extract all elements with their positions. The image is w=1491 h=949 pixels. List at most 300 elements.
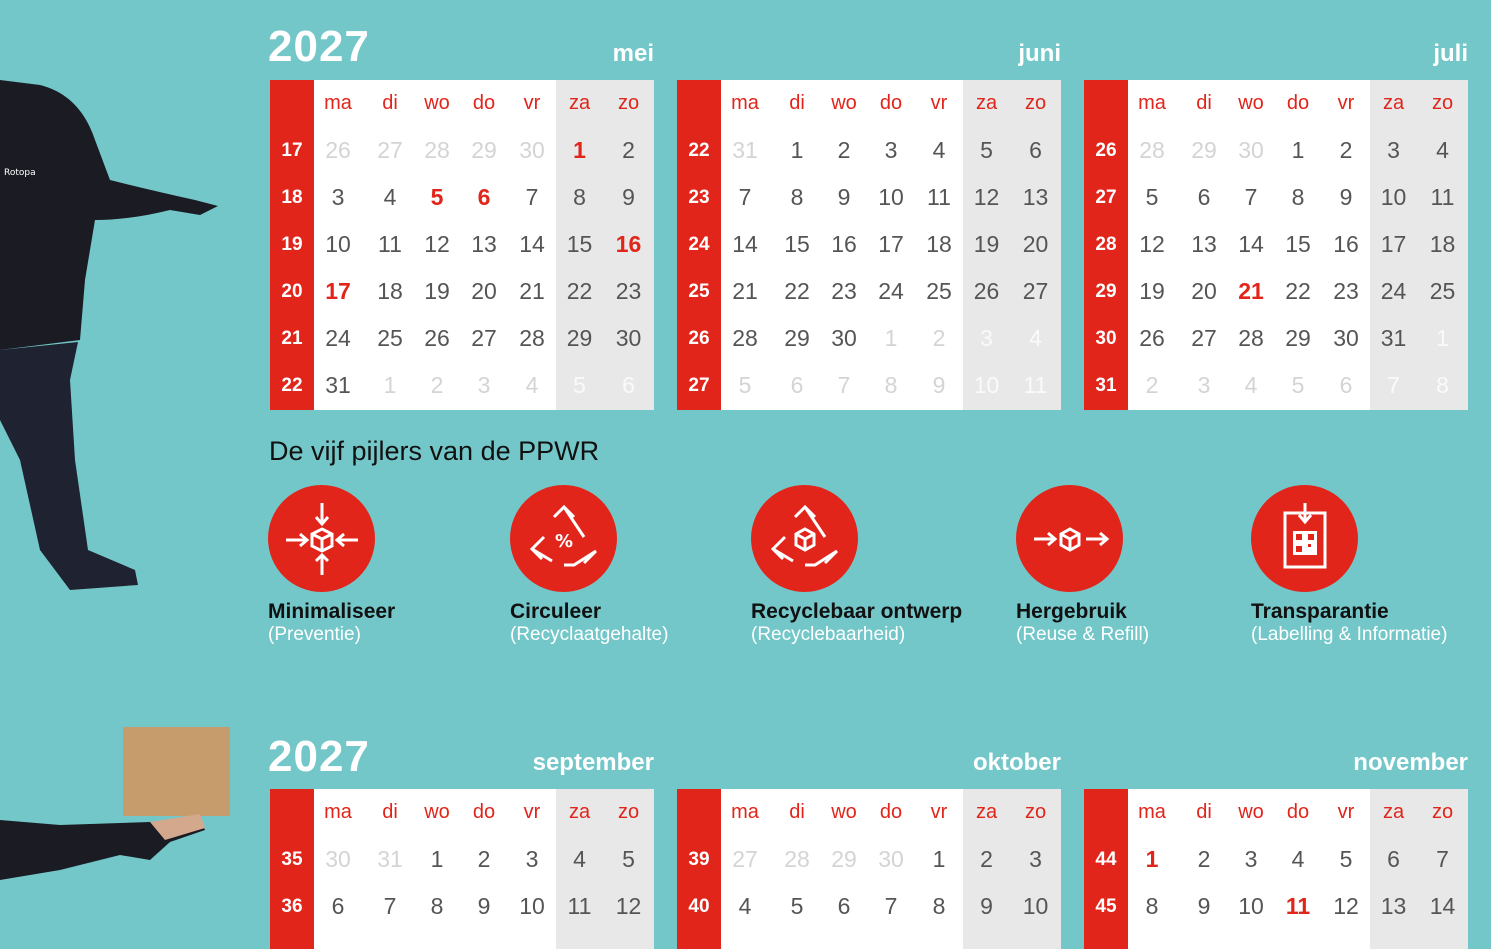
day-cell: 6	[1387, 846, 1400, 872]
day-cell: 29	[831, 846, 857, 872]
weekday-header: ma	[731, 801, 759, 823]
day-cell: 5	[738, 372, 752, 398]
day-cell: 12	[973, 184, 1000, 210]
week-row	[270, 221, 654, 268]
weekday-header: do	[879, 801, 903, 823]
day-cell: 23	[831, 278, 857, 304]
day-cell: 7	[1244, 184, 1258, 210]
day-cell: 28	[1139, 137, 1165, 163]
week-number: 25	[688, 281, 710, 302]
week-number: 30	[1095, 328, 1117, 349]
day-cell: 30	[519, 137, 545, 163]
weekday-header: vr	[523, 92, 541, 114]
day-cell: 2	[622, 137, 635, 163]
day-cell: 5	[1339, 846, 1353, 872]
weekday-header: do	[472, 92, 496, 114]
year-heading-bottom: 2027	[268, 732, 370, 781]
day-cell: 30	[325, 846, 351, 872]
day-cell: 11	[567, 893, 592, 919]
week-row	[1084, 315, 1468, 362]
week-number: 29	[1095, 281, 1117, 302]
day-cell: 1	[884, 325, 898, 351]
holiday-day-cell: 21	[1238, 278, 1264, 304]
day-cell: 10	[878, 184, 904, 210]
week-row	[270, 362, 654, 409]
week-number: 20	[281, 281, 303, 302]
day-cell: 3	[525, 846, 539, 872]
day-cell: 25	[1429, 278, 1456, 304]
day-cell: 10	[1380, 184, 1407, 210]
day-cell: 1	[430, 846, 444, 872]
weekday-header: vr	[1337, 801, 1355, 823]
day-cell: 6	[1197, 184, 1211, 210]
weekday-header: vr	[523, 801, 541, 823]
week-number: 31	[1095, 375, 1117, 396]
weekday-header: za	[1382, 92, 1405, 114]
weekday-header-row	[1084, 789, 1468, 836]
day-cell: 11	[378, 231, 402, 257]
day-cell: 19	[424, 278, 450, 304]
calendar-september	[270, 789, 654, 949]
weekday-header: ma	[1138, 801, 1166, 823]
week-number: 18	[281, 187, 303, 208]
week-number: 22	[688, 140, 710, 161]
day-cell: 7	[837, 372, 851, 398]
day-cell: 18	[926, 231, 952, 257]
day-cell: 21	[732, 278, 758, 304]
pillar-subtitle: (Reuse & Refill)	[1016, 624, 1150, 645]
day-cell: 9	[622, 184, 635, 210]
weekday-header: di	[789, 92, 805, 114]
day-cell: 9	[477, 893, 491, 919]
weekday-header: wo	[1238, 801, 1264, 823]
weekday-header: za	[975, 801, 998, 823]
day-cell: 14	[519, 231, 545, 257]
weekday-header: zo	[617, 801, 640, 823]
month-name-september: september	[532, 749, 654, 776]
pillar-name: Circuleer	[510, 600, 602, 623]
weekday-header: zo	[1431, 92, 1454, 114]
day-cell: 14	[1429, 893, 1456, 919]
weekday-header: di	[1196, 92, 1212, 114]
day-cell: 2	[837, 137, 851, 163]
day-cell: 29	[1285, 325, 1311, 351]
weekday-header: wo	[1238, 92, 1264, 114]
day-cell: 7	[884, 893, 898, 919]
qr-label-icon	[1251, 485, 1358, 592]
day-cell: 8	[1291, 184, 1305, 210]
weekday-header: zo	[617, 92, 640, 114]
day-cell: 1	[383, 372, 397, 398]
weekday-header-row	[1084, 80, 1468, 127]
day-cell: 13	[1191, 231, 1217, 257]
holiday-day-cell: 1	[573, 137, 586, 163]
weekday-header: di	[382, 92, 398, 114]
day-cell: 26	[1139, 325, 1165, 351]
day-cell: 3	[1197, 372, 1211, 398]
week-number: 23	[688, 187, 710, 208]
day-cell: 10	[973, 372, 1000, 398]
day-cell: 10	[1022, 893, 1049, 919]
pillar-name: Recyclebaar ontwerp	[751, 600, 963, 623]
month-name-oktober: oktober	[972, 749, 1061, 776]
day-cell: 3	[1244, 846, 1258, 872]
day-cell: 14	[1238, 231, 1264, 257]
weekday-header: za	[1382, 801, 1405, 823]
day-cell: 16	[831, 231, 857, 257]
weekday-header-row	[677, 789, 1061, 836]
weekday-header: di	[1196, 801, 1212, 823]
pillar-subtitle: (Preventie)	[268, 624, 361, 645]
day-cell: 29	[471, 137, 497, 163]
day-cell: 6	[622, 372, 635, 398]
day-cell: 8	[790, 184, 804, 210]
day-cell: 14	[732, 231, 758, 257]
week-number: 27	[688, 375, 710, 396]
week-number: 36	[281, 896, 303, 917]
person-pointing-illustration	[0, 80, 240, 600]
week-row	[1084, 268, 1468, 315]
weekday-header: do	[879, 92, 903, 114]
day-cell: 8	[932, 893, 946, 919]
week-number: 17	[281, 140, 303, 161]
day-cell: 26	[973, 278, 1000, 304]
day-cell: 5	[1145, 184, 1159, 210]
day-cell: 8	[884, 372, 898, 398]
weekday-header: wo	[831, 92, 857, 114]
day-cell: 8	[1145, 893, 1159, 919]
day-cell: 29	[1191, 137, 1217, 163]
week-number: 35	[281, 849, 303, 870]
day-cell: 16	[1333, 231, 1359, 257]
day-cell: 18	[1429, 231, 1456, 257]
week-row	[1084, 174, 1468, 221]
day-cell: 25	[926, 278, 952, 304]
day-cell: 11	[1430, 184, 1455, 210]
pillar-circuleer	[510, 485, 750, 646]
week-row	[677, 174, 1061, 221]
week-row	[1084, 836, 1468, 883]
day-cell: 4	[738, 893, 752, 919]
week-number: 28	[1095, 234, 1117, 255]
day-cell: 23	[615, 278, 642, 304]
calendar-juni	[677, 80, 1061, 410]
day-cell: 9	[932, 372, 946, 398]
day-cell: 1	[1436, 325, 1449, 351]
weekday-header-row	[270, 80, 654, 127]
weekday-header: do	[472, 801, 496, 823]
day-cell: 6	[790, 372, 804, 398]
day-cell: 27	[1191, 325, 1217, 351]
weekday-header: do	[1286, 801, 1310, 823]
day-cell: 25	[377, 325, 403, 351]
week-row	[270, 883, 654, 930]
holiday-day-cell: 5	[430, 184, 444, 210]
weekday-header: ma	[731, 92, 759, 114]
weekday-header: ma	[1138, 92, 1166, 114]
day-cell: 2	[430, 372, 444, 398]
pillar-name: Minimaliseer	[268, 600, 396, 623]
day-cell: 31	[1380, 325, 1407, 351]
day-cell: 28	[424, 137, 450, 163]
day-cell: 2	[980, 846, 993, 872]
day-cell: 20	[1022, 231, 1049, 257]
day-cell: 27	[377, 137, 403, 163]
year-heading-top: 2027	[268, 22, 370, 71]
day-cell: 1	[790, 137, 804, 163]
holiday-day-cell: 1	[1145, 846, 1159, 872]
weekday-header: wo	[424, 92, 450, 114]
recycle-box-icon	[751, 485, 858, 592]
day-cell: 19	[1139, 278, 1165, 304]
day-cell: 13	[1022, 184, 1049, 210]
weekday-header: vr	[930, 801, 948, 823]
day-cell: 27	[732, 846, 758, 872]
day-cell: 2	[932, 325, 946, 351]
day-cell: 5	[573, 372, 586, 398]
week-row	[270, 315, 654, 362]
day-cell: 7	[383, 893, 397, 919]
day-cell: 31	[377, 846, 403, 872]
day-cell: 3	[331, 184, 345, 210]
day-cell: 30	[615, 325, 642, 351]
weekday-header: zo	[1024, 801, 1047, 823]
person-holding-box-illustration	[0, 800, 210, 925]
day-cell: 5	[622, 846, 635, 872]
day-cell: 4	[1291, 846, 1305, 872]
day-cell: 4	[383, 184, 397, 210]
day-cell: 30	[831, 325, 857, 351]
day-cell: 21	[519, 278, 545, 304]
week-number: 44	[1095, 849, 1117, 870]
holiday-day-cell: 6	[477, 184, 491, 210]
day-cell: 2	[1145, 372, 1159, 398]
day-cell: 19	[973, 231, 1000, 257]
weekday-header: vr	[930, 92, 948, 114]
weekday-header: ma	[324, 801, 352, 823]
day-cell: 22	[784, 278, 810, 304]
day-cell: 30	[1238, 137, 1264, 163]
day-cell: 8	[573, 184, 586, 210]
day-cell: 17	[878, 231, 904, 257]
week-number: 40	[688, 896, 710, 917]
day-cell: 4	[932, 137, 946, 163]
day-cell: 6	[1029, 137, 1042, 163]
weekday-header: za	[568, 92, 591, 114]
week-number: 21	[281, 328, 303, 349]
day-cell: 22	[1285, 278, 1311, 304]
day-cell: 29	[566, 325, 593, 351]
day-cell: 22	[566, 278, 593, 304]
week-number: 27	[1095, 187, 1117, 208]
day-cell: 27	[1022, 278, 1049, 304]
day-cell: 29	[784, 325, 810, 351]
day-cell: 28	[1238, 325, 1264, 351]
day-cell: 24	[325, 325, 351, 351]
weekday-header-row	[677, 80, 1061, 127]
day-cell: 23	[1333, 278, 1359, 304]
day-cell: 6	[837, 893, 851, 919]
day-cell: 9	[1339, 184, 1353, 210]
day-cell: 3	[1387, 137, 1400, 163]
day-cell: 1	[1291, 137, 1305, 163]
day-cell: 3	[884, 137, 898, 163]
day-cell: 7	[1387, 372, 1400, 398]
day-cell: 4	[573, 846, 586, 872]
day-cell: 10	[325, 231, 351, 257]
pillar-recyclebaar-ontwerp	[751, 485, 991, 646]
day-cell: 11	[927, 184, 951, 210]
day-cell: 3	[980, 325, 993, 351]
weekday-header: di	[382, 801, 398, 823]
day-cell: 20	[1191, 278, 1217, 304]
week-row	[270, 268, 654, 315]
week-row	[677, 315, 1061, 362]
day-cell: 28	[519, 325, 545, 351]
svg-text:%: %	[554, 530, 573, 552]
holiday-day-cell: 16	[615, 231, 642, 257]
day-cell: 20	[471, 278, 497, 304]
day-cell: 9	[1197, 893, 1211, 919]
day-cell: 1	[932, 846, 946, 872]
week-row	[270, 127, 654, 174]
weekday-header-row	[270, 789, 654, 836]
week-number: 22	[281, 375, 303, 396]
pillar-minimaliseer	[268, 485, 508, 646]
day-cell: 26	[424, 325, 450, 351]
week-row	[677, 883, 1061, 930]
shirt-logo-text: Rotopa	[4, 168, 36, 178]
week-row	[1084, 221, 1468, 268]
week-row	[1084, 362, 1468, 409]
day-cell: 31	[325, 372, 351, 398]
day-cell: 12	[615, 893, 642, 919]
month-name-juni: juni	[1018, 40, 1061, 67]
day-cell: 12	[1139, 231, 1165, 257]
day-cell: 28	[784, 846, 810, 872]
day-cell: 9	[980, 893, 993, 919]
weekday-header: wo	[424, 801, 450, 823]
day-cell: 2	[477, 846, 491, 872]
weekday-header: zo	[1024, 92, 1047, 114]
pillar-subtitle: (Recyclaatgehalte)	[510, 624, 669, 645]
day-cell: 24	[1380, 278, 1407, 304]
day-cell: 28	[732, 325, 758, 351]
weekday-header: ma	[324, 92, 352, 114]
pillar-name: Hergebruik	[1016, 600, 1127, 623]
weekday-header: vr	[1337, 92, 1355, 114]
day-cell: 26	[325, 137, 351, 163]
day-cell: 31	[732, 137, 758, 163]
day-cell: 27	[471, 325, 497, 351]
day-cell: 6	[1339, 372, 1353, 398]
week-number: 19	[281, 234, 303, 255]
week-row	[1084, 127, 1468, 174]
recycle-percent-icon	[510, 485, 617, 592]
weekday-header: di	[789, 801, 805, 823]
weekday-header: wo	[831, 801, 857, 823]
day-cell: 18	[377, 278, 403, 304]
weekday-header: za	[975, 92, 998, 114]
month-name-mei: mei	[612, 40, 654, 67]
day-cell: 30	[1333, 325, 1359, 351]
day-cell: 9	[837, 184, 851, 210]
holiday-day-cell: 17	[325, 278, 351, 304]
day-cell: 8	[1436, 372, 1449, 398]
calendar-mei	[270, 80, 654, 410]
day-cell: 13	[1380, 893, 1407, 919]
day-cell: 7	[1436, 846, 1449, 872]
day-cell: 2	[1339, 137, 1353, 163]
pillars-title: De vijf pijlers van de PPWR	[269, 436, 600, 466]
day-cell: 15	[1285, 231, 1311, 257]
calendar-oktober	[677, 789, 1061, 949]
day-cell: 12	[1333, 893, 1359, 919]
day-cell: 2	[1197, 846, 1211, 872]
week-number: 26	[1095, 140, 1117, 161]
day-cell: 10	[519, 893, 545, 919]
week-row	[1084, 883, 1468, 930]
box-compress-icon	[268, 485, 375, 592]
day-cell: 17	[1380, 231, 1407, 257]
week-number: 26	[688, 328, 710, 349]
holiday-day-cell: 11	[1285, 893, 1311, 919]
day-cell: 10	[1238, 893, 1264, 919]
day-cell: 3	[1029, 846, 1042, 872]
day-cell: 4	[525, 372, 539, 398]
day-cell: 5	[1291, 372, 1305, 398]
day-cell: 15	[784, 231, 810, 257]
day-cell: 24	[878, 278, 904, 304]
week-row	[677, 127, 1061, 174]
weekday-header: do	[1286, 92, 1310, 114]
day-cell: 7	[525, 184, 539, 210]
day-cell: 5	[790, 893, 804, 919]
week-row	[677, 221, 1061, 268]
reuse-box-arrows-icon	[1016, 485, 1123, 592]
calendar-november	[1084, 789, 1468, 949]
weekday-header: zo	[1431, 801, 1454, 823]
day-cell: 8	[430, 893, 444, 919]
day-cell: 4	[1436, 137, 1449, 163]
day-cell: 30	[878, 846, 904, 872]
pillar-name: Transparantie	[1251, 600, 1389, 623]
pillar-hergebruik	[1016, 485, 1256, 646]
day-cell: 5	[980, 137, 993, 163]
pillar-transparantie	[1251, 485, 1491, 646]
month-name-juli: juli	[1433, 40, 1468, 67]
pillar-subtitle: (Labelling & Informatie)	[1251, 624, 1448, 645]
day-cell: 4	[1029, 325, 1042, 351]
week-number: 24	[688, 234, 710, 255]
day-cell: 7	[738, 184, 752, 210]
day-cell: 6	[331, 893, 345, 919]
day-cell: 15	[566, 231, 593, 257]
week-number: 39	[688, 849, 710, 870]
week-number: 45	[1095, 896, 1117, 917]
week-row	[677, 836, 1061, 883]
day-cell: 3	[477, 372, 491, 398]
month-name-november: november	[1353, 749, 1468, 776]
day-cell: 4	[1244, 372, 1258, 398]
weekday-header: za	[568, 801, 591, 823]
week-row	[270, 174, 654, 221]
pillar-subtitle: (Recyclebaarheid)	[751, 624, 906, 645]
day-cell: 13	[471, 231, 497, 257]
week-row	[677, 268, 1061, 315]
week-row	[270, 836, 654, 883]
day-cell: 11	[1023, 372, 1048, 398]
